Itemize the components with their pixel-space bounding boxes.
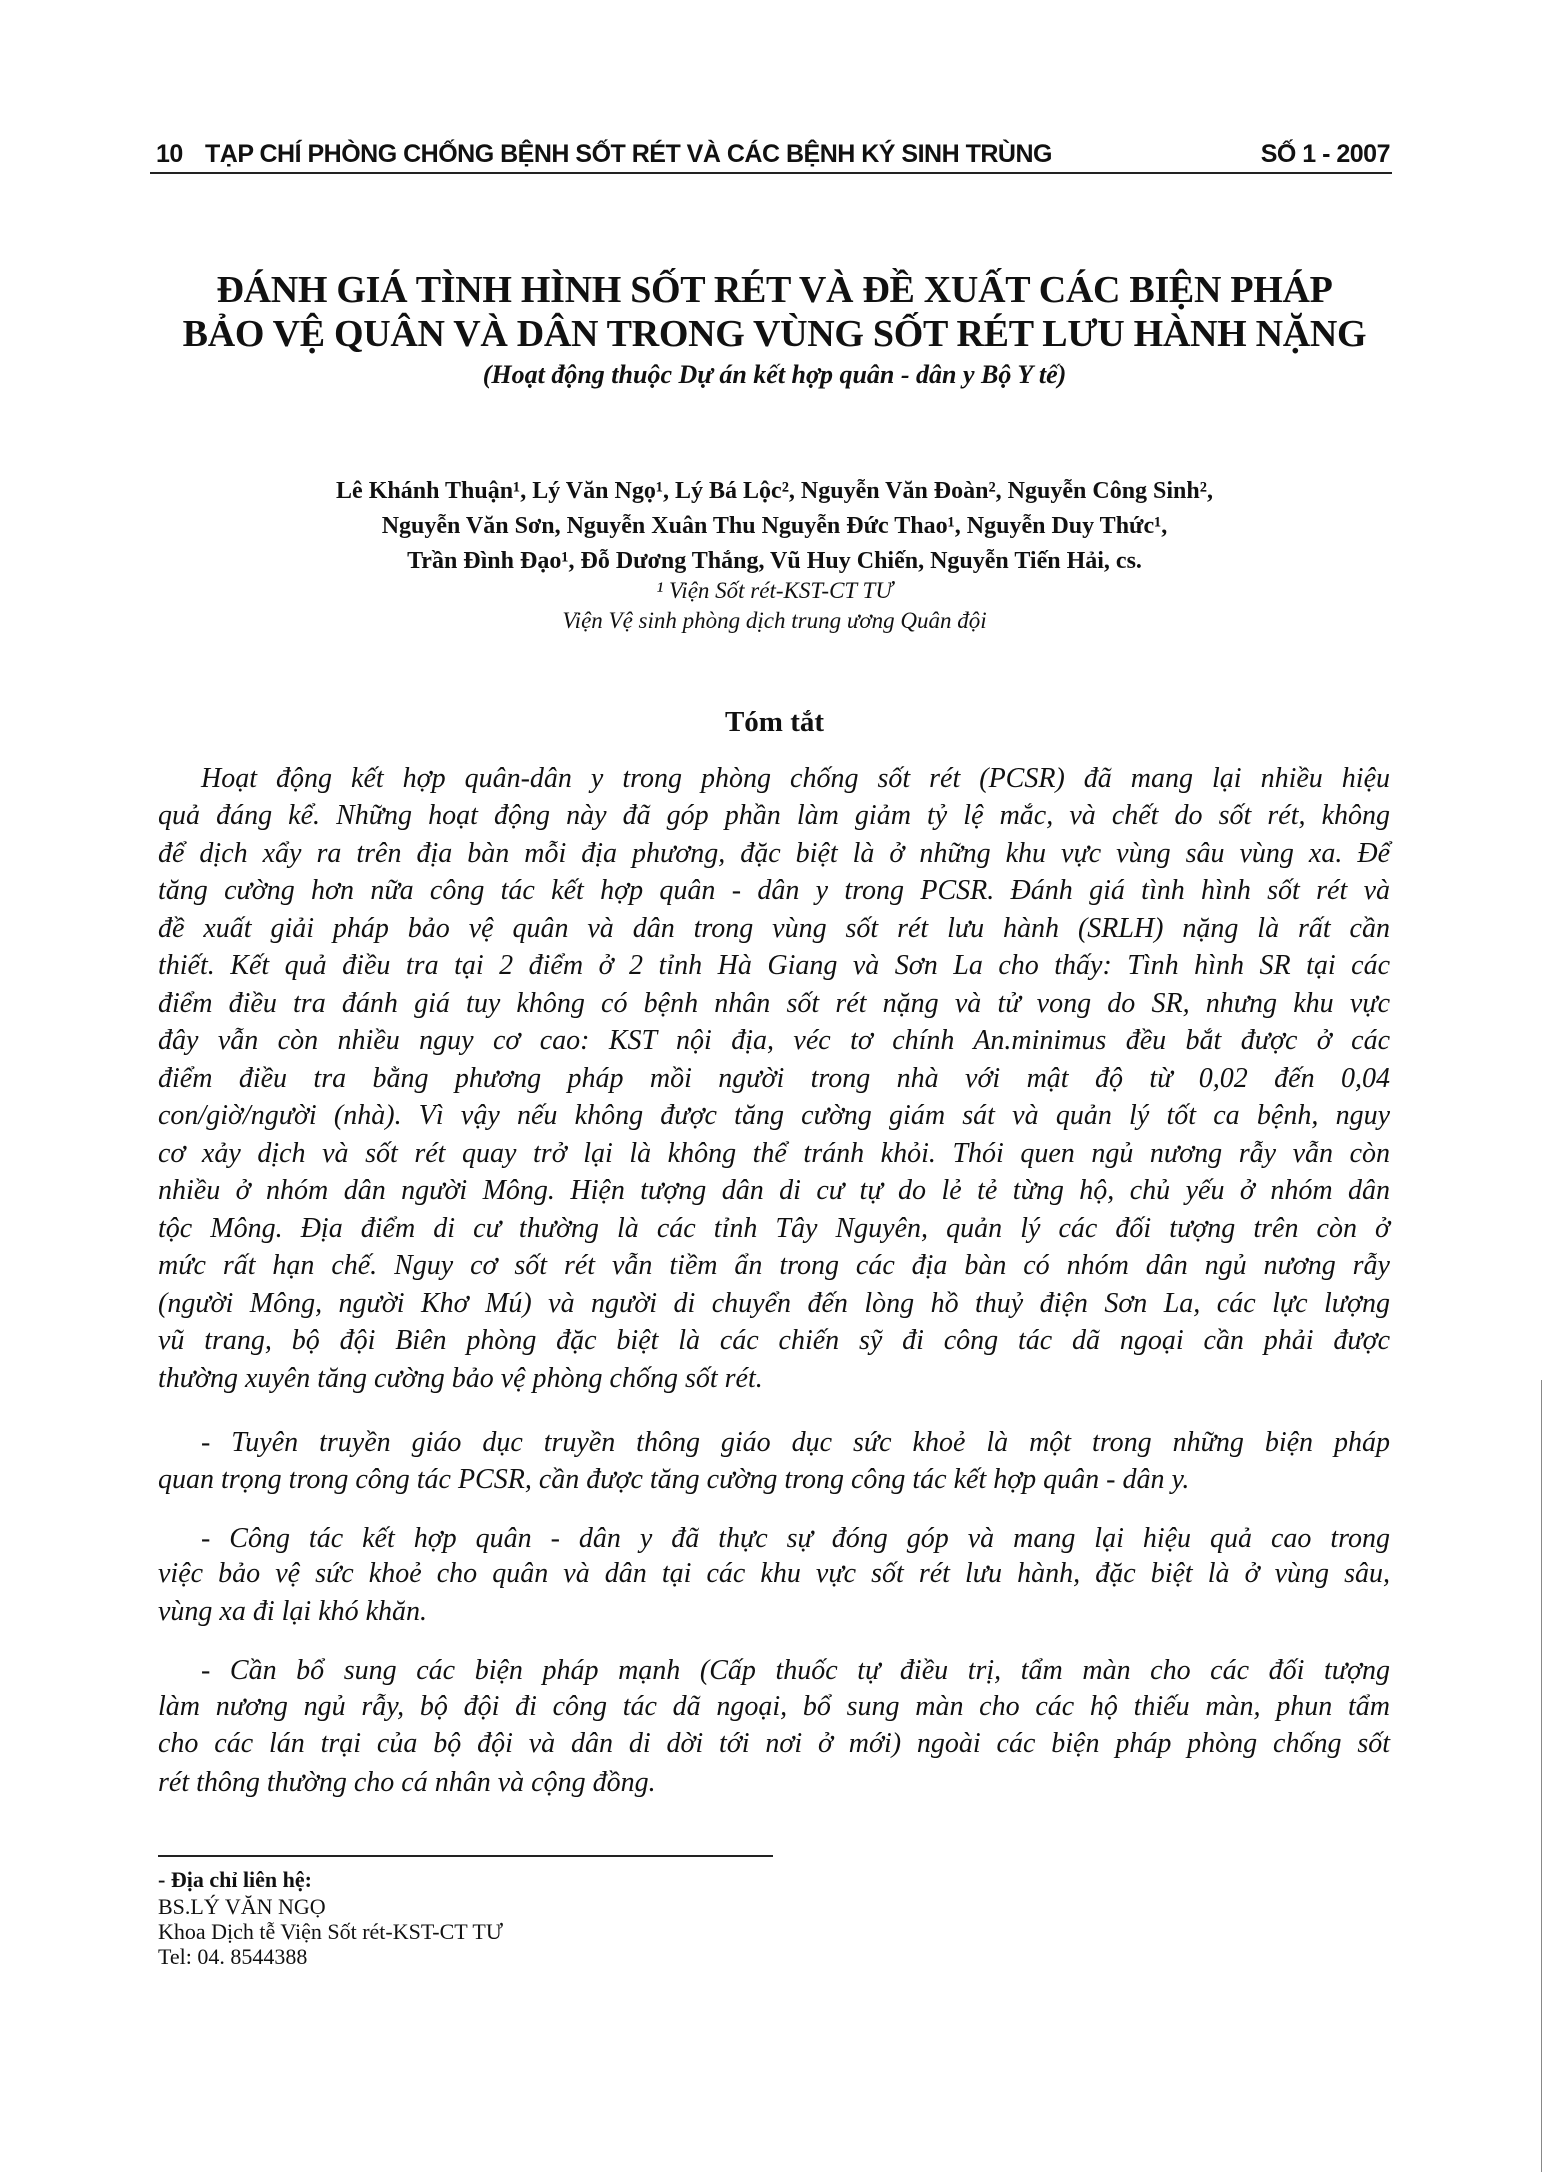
footnote-rule: [158, 1855, 773, 1857]
abstract-line: quan trọng trong công tác PCSR, cần được tăng cường trong công tác kết hợp quân - dân y.: [158, 1464, 1190, 1495]
abstract-line: quả đáng kể. Những hoạt động này đã góp phần làm giảm tỷ lệ mắc, và chết do sốt rét, không: [158, 800, 1390, 831]
abstract-line: - Tuyên truyền giáo dục truyền thông giáo dục sức khoẻ là một trong những biện pháp: [201, 1427, 1390, 1458]
contact-phone: Tel: 04. 8544388: [158, 1944, 308, 1969]
authors-line2: Nguyễn Văn Sơn, Nguyễn Xuân Thu Nguyễn Đức Thao¹, Nguyễn Duy Thức¹,: [381, 513, 1168, 539]
article-subtitle: (Hoạt động thuộc Dự án kết hợp quân - dân y Bộ Y tế): [482, 360, 1067, 389]
abstract-line: - Công tác kết hợp quân - dân y đã thực sự đóng góp và mang lại hiệu quả cao trong: [201, 1523, 1390, 1554]
contact-department: Khoa Dịch tễ Viện Sốt rét-KST-CT TƯ: [158, 1919, 503, 1944]
authors-line3: Trần Đình Đạo¹, Đỗ Dương Thắng, Vũ Huy Chiến, Nguyễn Tiến Hải, cs.: [407, 548, 1142, 574]
abstract-line: nhiều ở nhóm dân người Mông. Hiện tượng dân di cư tự do lẻ tẻ từng hộ, chủ yếu ở nhóm dân: [158, 1175, 1390, 1206]
contact-name: BS.LÝ VĂN NGỌ: [158, 1894, 326, 1919]
abstract-line: điểm điều tra đánh giá tuy không có bệnh nhân sốt rét nặng và tử vong do SR, nhưng khu vực: [158, 988, 1390, 1019]
abstract-line: Hoạt động kết hợp quân-dân y trong phòng chống sốt rét (PCSR) đã mang lại nhiều hiệu: [201, 763, 1390, 794]
abstract-line: vùng xa đi lại khó khăn.: [158, 1596, 428, 1627]
journal-title: TẠP CHÍ PHÒNG CHỐNG BỆNH SỐT RÉT VÀ CÁC BỆNH KÝ SINH TRÙNG: [205, 140, 1052, 168]
article-title-line1: ĐÁNH GIÁ TÌNH HÌNH SỐT RÉT VÀ ĐỀ XUẤT CÁC BIỆN PHÁP: [216, 269, 1333, 311]
abstract-line: thiết. Kết quả điều tra tại 2 điểm ở 2 tỉnh Hà Giang và Sơn La cho thấy: Tình hình SR tại các: [158, 950, 1390, 981]
abstract-line: tộc Mông. Địa điểm di cư thường là các tỉnh Tây Nguyên, quản lý các đối tượng trên còn ở: [158, 1213, 1390, 1244]
abstract-line: con/giờ/người (nhà). Vì vậy nếu không được tăng cường giám sát và quản lý tốt ca bệnh, nguy: [158, 1100, 1390, 1131]
abstract-line: thường xuyên tăng cường bảo vệ phòng chống sốt rét.: [158, 1363, 763, 1394]
abstract-line: cơ xảy dịch và sốt rét quay trở lại là không thể tránh khỏi. Thói quen ngủ nương rẫy vẫn còn: [158, 1138, 1390, 1169]
scan-edge-line: [1541, 1380, 1542, 2172]
abstract-line: đây vẫn còn nhiều nguy cơ cao: KST nội địa, véc tơ chính An.minimus đều bắt được ở các: [158, 1025, 1390, 1056]
affiliation-1: ¹ Viện Sốt rét-KST-CT TƯ: [656, 578, 893, 603]
abstract-line: tăng cường hơn nữa công tác kết hợp quân - dân y trong PCSR. Đánh giá tình hình sốt rét và: [158, 875, 1390, 906]
abstract-line: để dịch xẩy ra trên địa bàn mỗi địa phương, đặc biệt là ở những khu vực vùng sâu vùng xa. Để: [158, 838, 1390, 869]
abstract-line: - Cần bổ sung các biện pháp mạnh (Cấp thuốc tự điều trị, tẩm màn cho các đối tượng: [201, 1655, 1390, 1686]
abstract-line: rét thông thường cho cá nhân và cộng đồng.: [158, 1767, 656, 1798]
abstract-line: đề xuất giải pháp bảo vệ quân và dân trong vùng sốt rét lưu hành (SRLH) nặng là rất cần: [158, 913, 1390, 944]
page-number: 10: [156, 140, 183, 168]
abstract-line: việc bảo vệ sức khoẻ cho quân và dân tại các khu vực sốt rét lưu hành, đặc biệt là ở vùng sâu,: [158, 1558, 1390, 1589]
abstract-line: mức rất hạn chế. Nguy cơ sốt rét vẫn tiềm ẩn trong các địa bàn có nhóm dân ngủ nương rẫy: [158, 1250, 1390, 1281]
authors-line1: Lê Khánh Thuận¹, Lý Văn Ngọ¹, Lý Bá Lộc², Nguyễn Văn Đoàn², Nguyễn Công Sinh²,: [336, 478, 1213, 504]
affiliation-2: Viện Vệ sinh phòng dịch trung ương Quân đội: [562, 608, 987, 633]
abstract-line: điểm điều tra bằng phương pháp mồi người trong nhà với mật độ từ 0,02 đến 0,04: [158, 1063, 1390, 1094]
abstract-line: làm nương ngủ rẫy, bộ đội đi công tác dã ngoại, bổ sung màn cho các hộ thiếu màn, phun tẩm: [158, 1691, 1390, 1722]
header-rule: [150, 172, 1392, 174]
article-title-line2: BẢO VỆ QUÂN VÀ DÂN TRONG VÙNG SỐT RÉT LƯU HÀNH NẶNG: [182, 313, 1367, 355]
abstract-line: (người Mông, người Khơ Mú) và người di chuyển đến lòng hồ thuỷ điện Sơn La, các lực lượng: [158, 1288, 1390, 1319]
abstract-line: vũ trang, bộ đội Biên phòng đặc biệt là các chiến sỹ đi công tác dã ngoại cần phải được: [158, 1325, 1390, 1356]
issue-number: SỐ 1 - 2007: [1260, 140, 1390, 168]
contact-label: - Địa chỉ liên hệ:: [158, 1867, 312, 1892]
abstract-heading: Tóm tắt: [724, 706, 825, 738]
abstract-line: cho các lán trại của bộ đội và dân di dời tới nơi ở mới) ngoài các biện pháp phòng chống sốt: [158, 1728, 1390, 1759]
